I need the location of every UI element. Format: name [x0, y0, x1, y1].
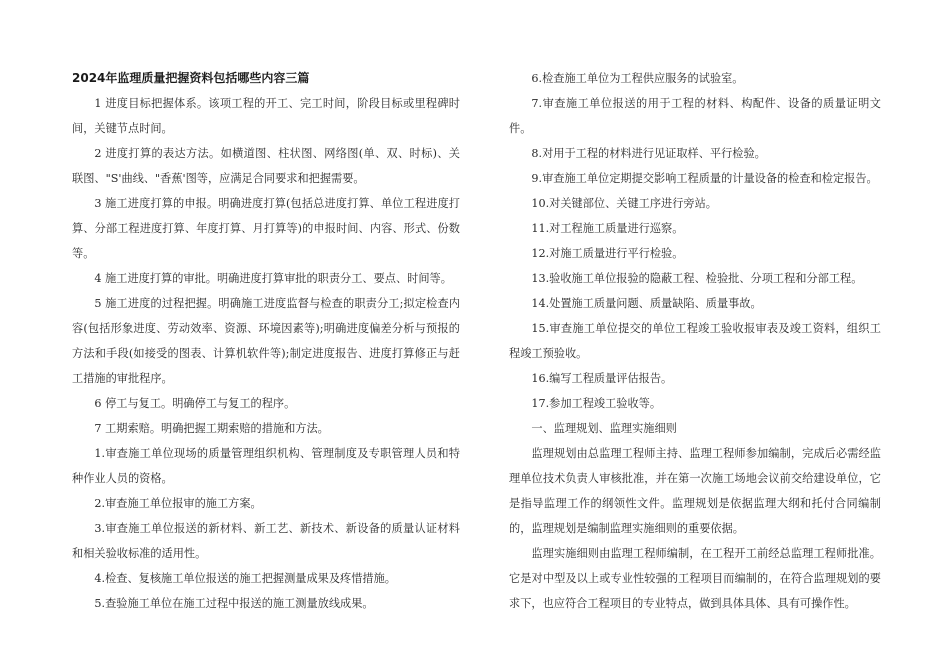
paragraph: 5.查验施工单位在施工过程中报送的施工测量放线成果。: [94, 597, 374, 610]
right-column: [509, 66, 881, 616]
paragraph: 12.对施工质量进行平行检验。: [531, 247, 684, 260]
left-column: [72, 66, 460, 616]
paragraph: 13.验收施工单位报验的隐蔽工程、检验批、分项工程和分部工程。: [531, 272, 863, 285]
paragraph: 10.对关键部位、关键工序进行旁站。: [531, 197, 717, 210]
paragraph: 2 进度打算的表达方法。如横道图、柱状图、网络图(单、双、时标)、关联图、"S'曲线、"香蕉'图等，应满足合同要求和把握需要。: [72, 147, 460, 185]
document-title: 2024年监理质量把握资料包括哪些内容三篇: [72, 71, 310, 85]
paragraph: 4.检查、复核施工单位报送的施工把握测量成果及疼惜措施。: [94, 572, 396, 585]
section-heading: 一、监理规划、监理实施细则: [531, 422, 677, 435]
paragraph: 16.编写工程质量评估报告。: [531, 372, 673, 385]
paragraph: 6.检查施工单位为工程供应服务的试验室。: [531, 72, 744, 85]
paragraph: 9.审查施工单位定期提交影响工程质量的计量设备的检查和检定报告。: [531, 172, 878, 185]
paragraph: 11.对工程施工质量进行巡察。: [531, 222, 684, 235]
paragraph: 8.对用于工程的材料进行见证取样、平行检验。: [531, 147, 766, 160]
paragraph: 3.审查施工单位报送的新材料、新工艺、新技术、新设备的质量认证材料和相关验收标准的适用性。: [72, 522, 460, 560]
paragraph: 15.审查施工单位提交的单位工程竣工验收报审表及竣工资料，组织工程竣工预验收。: [509, 322, 881, 360]
paragraph: 7 工期索赔。明确把握工期索赔的措施和方法。: [94, 422, 329, 435]
paragraph: 1 进度目标把握体系。该项工程的开工、完工时间，阶段目标或里程碑时间，关键节点时间。: [72, 97, 460, 135]
paragraph: 2.审查施工单位报审的施工方案。: [94, 497, 262, 510]
paragraph: 4 施工进度打算的审批。明确进度打算审批的职责分工、要点、时间等。: [94, 272, 452, 285]
paragraph: 7.审查施工单位报送的用于工程的材料、构配件、设备的质量证明文件。: [509, 97, 881, 135]
paragraph: 1.审查施工单位现场的质量管理组织机构、管理制度及专职管理人员和特种作业人员的资格。: [72, 447, 460, 485]
paragraph: 17.参加工程竣工验收等。: [531, 397, 662, 410]
paragraph: 6 停工与复工。明确停工与复工的程序。: [94, 397, 296, 410]
paragraph: 5 施工进度的过程把握。明确施工进度监督与检查的职责分工;拟定检查内容(包括形象进度、劳动效率、资源、环境因素等);明确进度偏差分析与预报的方法和手段(如接受的图表、计算机软件等);制定进度报告、进度打算修正与赶工措施的审批程序。: [72, 297, 460, 385]
paragraph: 3 施工进度打算的申报。明确进度打算(包括总进度打算、单位工程进度打算、分部工程进度打算、年度打算、月打算等)的申报时间、内容、形式、份数等。: [72, 197, 460, 260]
paragraph: 监理规划由总监理工程师主持、监理工程师参加编制，完成后必需经监理单位技术负责人审核批准，并在第一次施工场地会议前交给建设单位，它是指导监理工作的纲领性文件。监理规划是依据监理大纲和托付合同编制的，监理规划是编制监理实施细则的重要依据。: [509, 447, 881, 535]
paragraph: 监理实施细则由监理工程师编制，在工程开工前经总监理工程师批准。它是对中型及以上或专业性较强的工程项目而编制的，在符合监理规划的要求下，也应符合工程项目的专业特点，做到具体具体、具有可操作性。: [509, 547, 881, 610]
paragraph: 14.处置施工质量问题、质量缺陷、质量事故。: [531, 297, 762, 310]
